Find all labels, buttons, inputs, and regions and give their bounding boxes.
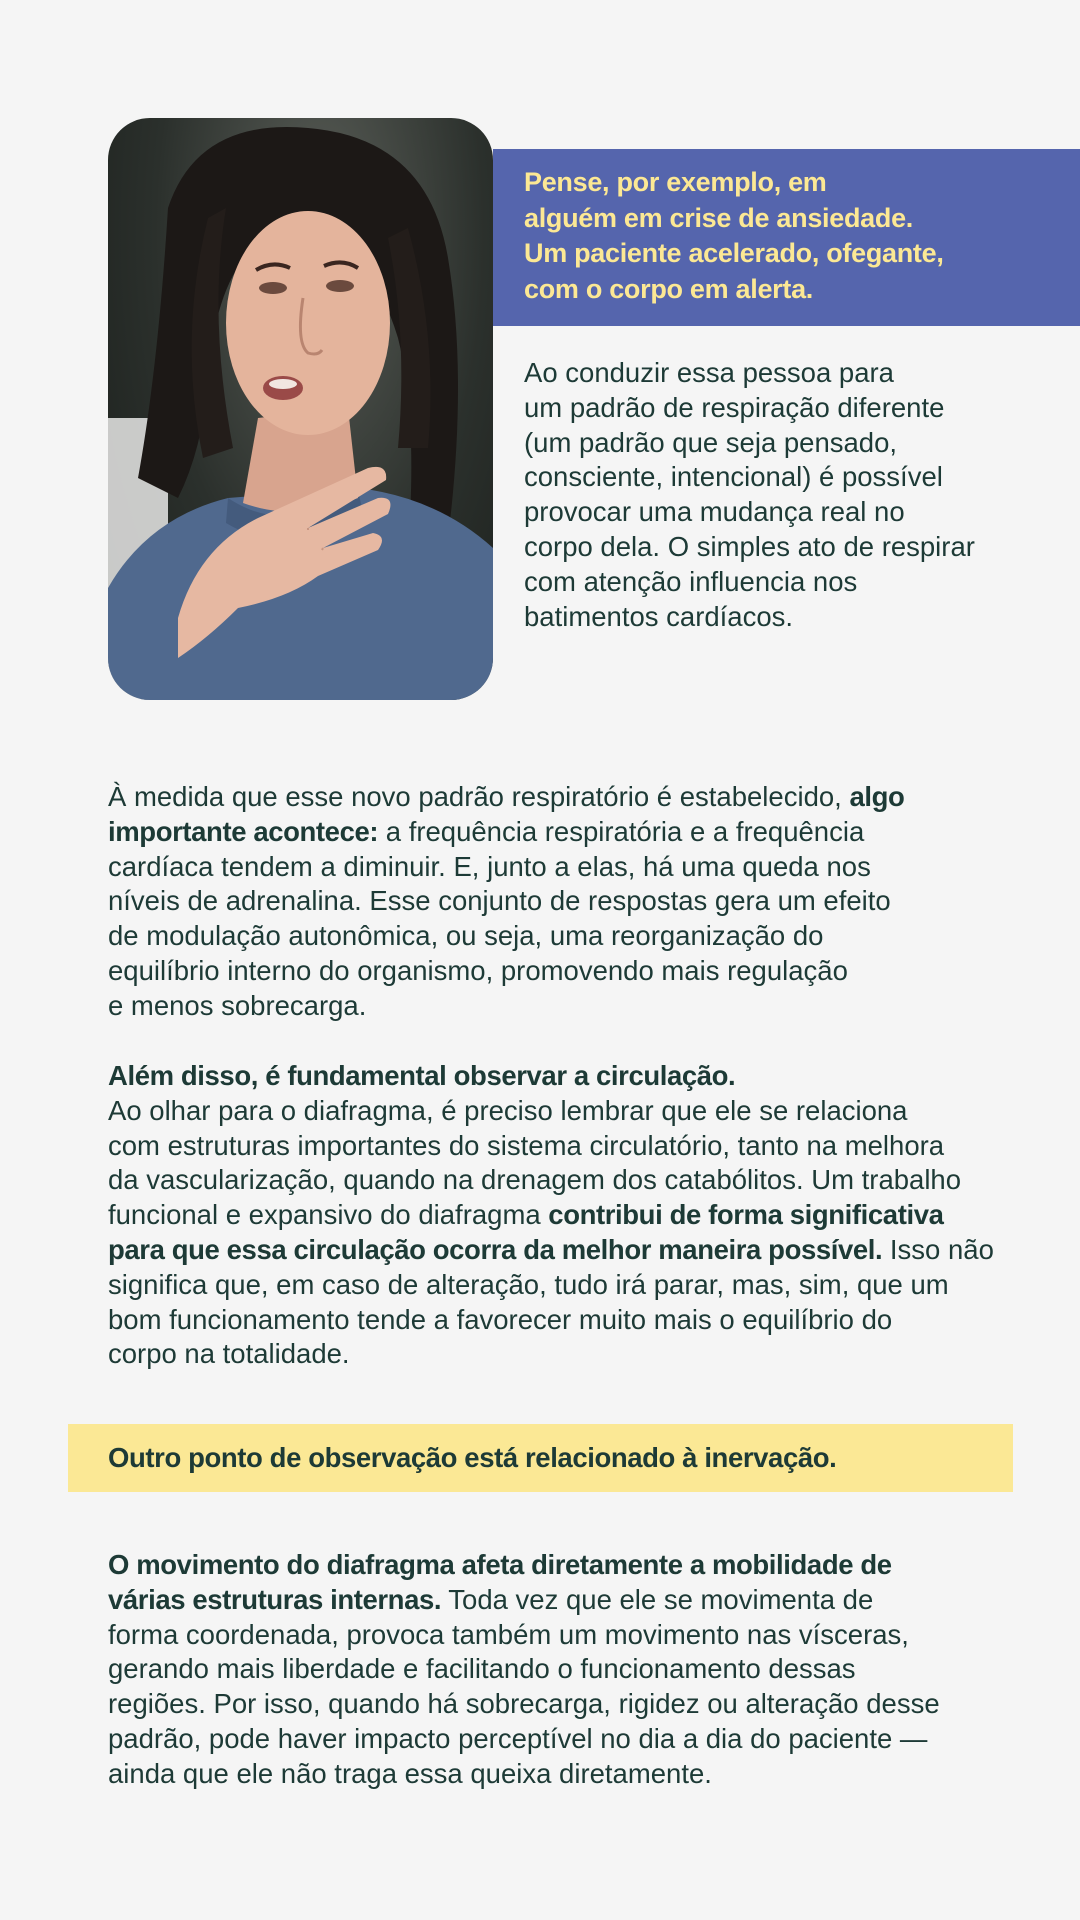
paragraph-text: Ao olhar para o diafragma, é preciso lembrar que ele se relaciona com estruturas importantes do sistema circulatório, tanto na melhora da vascularização, quando na drenagem dos catabólitos. Um trabalho funcional e expansivo do diafragma [108,1094,962,1231]
paragraph-innervation [108,1548,1028,1792]
callout-box [493,149,1080,326]
paragraph-emphasis: contribui de forma significativa para que essa circulação ocorra da melhor maneira possível. [108,1199,944,1265]
section-heading: Além disso, é fundamental observar a circulação. [108,1060,736,1091]
callout-text: Pense, por exemplo, em alguém em crise de ansiedade. Um paciente acelerado, ofegante, com o corpo em alerta. [524,167,944,304]
paragraph-circulation [108,1059,1028,1372]
paragraph-text: Toda vez que ele se movimenta de forma coordenada, provoca também um movimento nas vísceras, gerando mais liberdade e facilitando o funcionamento dessas regiões. Por isso, quando há sobrecarga, rigidez ou alteração desse padrão, pode haver impacto perceptível no dia a dia do paciente — ainda que ele não traga essa queixa diretamente. [108,1583,940,1789]
paragraph-modulation [108,780,1028,1024]
paragraph-emphasis: O movimento do diafragma afeta diretamente a mobilidade de várias estruturas internas. [108,1549,892,1615]
highlight-bar [68,1424,1013,1492]
paragraph-text: À medida que esse novo padrão respiratório é estabelecido, [108,781,850,812]
paragraph-text: a frequência respiratória e a frequência cardíaca tendem a diminuir. E, junto a elas, há uma queda nos níveis de adrenalina. Esse conjunto de respostas gera um efeito de modulação autonômica, ou seja, uma reorganização do equilíbrio interno do organismo, promovendo mais regulação e menos sobrecarga. [108,815,891,1021]
highlight-text: Outro ponto de observação está relacionado à inervação. [108,1442,837,1473]
anxious-woman-illustration [108,118,493,700]
paragraph-emphasis: algo importante acontece: [108,781,905,847]
intro-paragraph: Ao conduzir essa pessoa para um padrão de respiração diferente (um padrão que seja pensado, consciente, intencional) é possível provocar uma mudança real no corpo dela. O simples ato de respirar com atenção influencia nos batimentos cardíacos. [524,357,975,632]
anxious-woman-photo [108,118,493,700]
paragraph-text: Isso não significa que, em caso de alteração, tudo irá parar, mas, sim, que um bom funcionamento tende a favorecer muito mais o equilíbrio do corpo na totalidade. [108,1233,994,1370]
